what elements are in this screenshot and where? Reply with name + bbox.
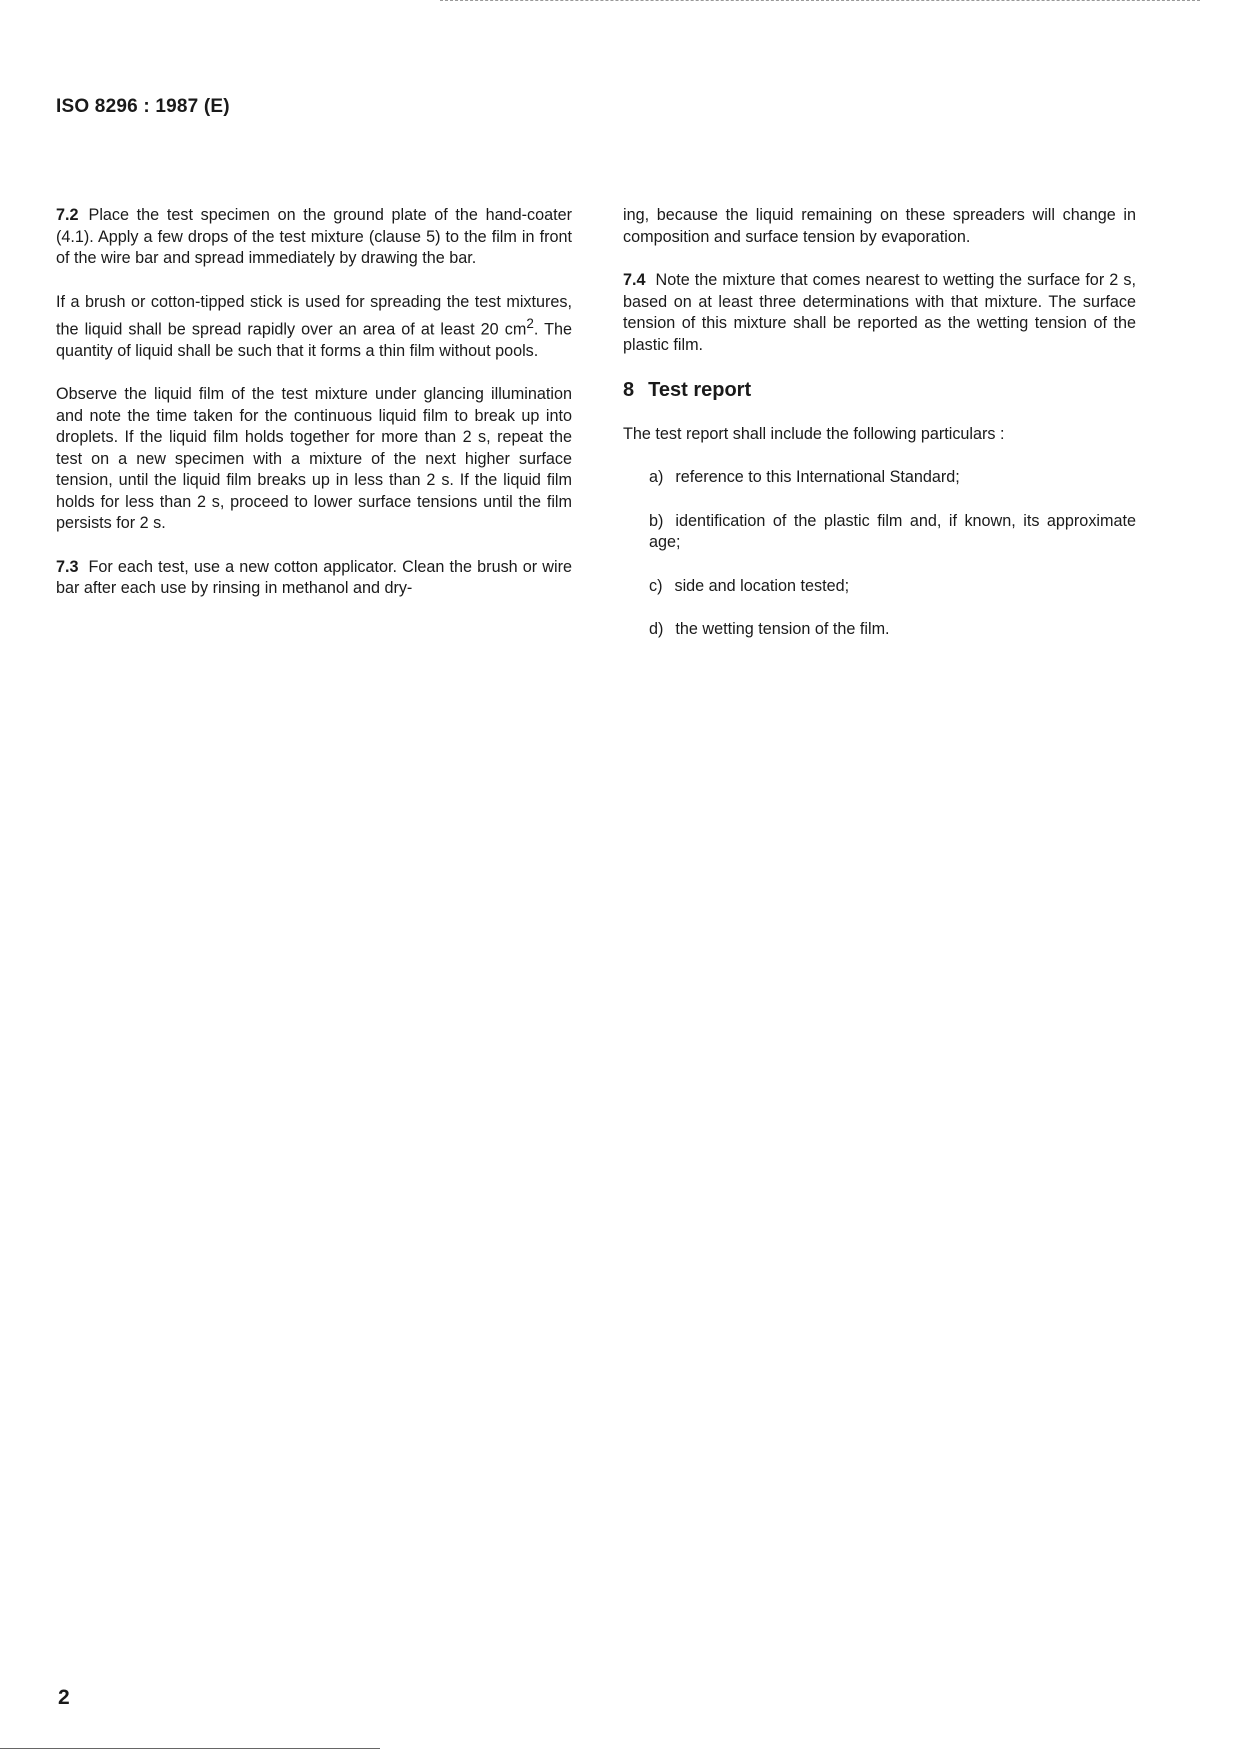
document-header: ISO 8296 : 1987 (E) — [56, 96, 230, 117]
item-label: c) — [649, 576, 663, 595]
section-title: Test report — [648, 379, 752, 401]
page-number: 2 — [58, 1686, 70, 1709]
right-column — [623, 205, 1136, 663]
list-item — [649, 576, 1136, 598]
top-edge-rule — [440, 0, 1200, 2]
paragraph-7-2 — [56, 205, 572, 270]
item-label: d) — [649, 620, 664, 638]
list-item — [649, 619, 1136, 641]
section-number: 8 — [623, 379, 635, 401]
paragraph-text: . The quantity of liquid shall be such that it forms a thin film without pools. — [56, 320, 572, 360]
list-item — [649, 467, 1136, 489]
paragraph-observe: Observe the liquid film of the test mixture under glancing illumination and note the time taken for the continuous liquid film to break up into droplets. If the liquid film holds together for more than 2 s, repeat the test on a new specimen with a mixture of the next higher surface tension, until the liquid film breaks up in less than 2 s. If the liquid film holds for less than 2 s, proceed to lower surface tensions until the film persists for 2 s. — [56, 385, 572, 533]
paragraph-7-3-continued: ing, because the liquid remaining on these spreaders will change in composition and surface tension by evaporation. — [623, 206, 1136, 246]
item-text: reference to this International Standard; — [675, 468, 960, 486]
paragraph-7-3 — [56, 557, 572, 600]
paragraph-text: For each test, use a new cotton applicator. Clean the brush or wire bar after each use by rinsing in methanol and dry- — [56, 557, 572, 598]
section-heading-8 — [623, 380, 1136, 402]
paragraph-text: Note the mixture that comes nearest to wetting the surface for 2 s, based on at least three determinations with that mixture. The surface tension of this mixture shall be reported as the wetting tension of the plastic film. — [623, 271, 1136, 354]
report-intro: The test report shall include the following particulars : — [623, 424, 1005, 443]
paragraph-brush — [56, 292, 572, 363]
report-items-list — [623, 467, 1136, 641]
item-text: the wetting tension of the film. — [675, 620, 890, 638]
item-text: identification of the plastic film and, if known, its approximate age; — [649, 511, 1136, 551]
left-column — [56, 205, 572, 622]
paragraph-text: If a brush or cotton-tipped stick is used for spreading the test mixtures, the liquid shall be spread rapidly over an area of at least 20 cm — [56, 292, 572, 339]
clause-number: 7.2 — [56, 206, 79, 224]
clause-number: 7.3 — [56, 557, 79, 576]
bottom-edge-rule — [0, 1748, 380, 1749]
list-item — [649, 511, 1136, 554]
paragraph-text: Place the test specimen on the ground plate of the hand-coater (4.1). Apply a few drops of the test mixture (clause 5) to the film in front of the wire bar and spread immediately by drawing the bar. — [56, 206, 572, 267]
clause-number: 7.4 — [623, 271, 646, 289]
paragraph-7-4 — [623, 270, 1136, 356]
item-text: side and location tested; — [674, 576, 850, 595]
item-label: a) — [649, 468, 664, 486]
item-label: b) — [649, 511, 664, 530]
superscript: 2 — [526, 316, 534, 331]
